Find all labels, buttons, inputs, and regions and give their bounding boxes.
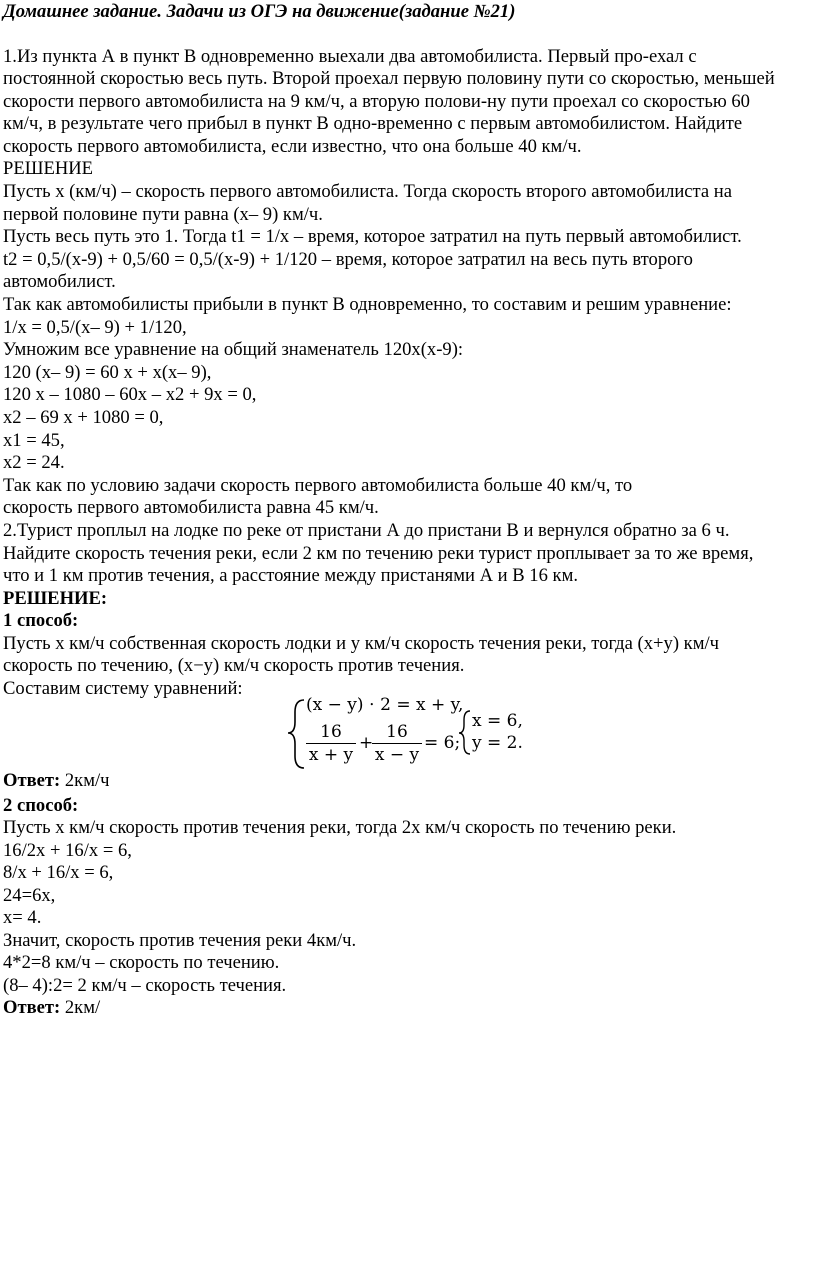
- text-line: Пусть x км/ч скорость против течения реки, тогда 2x км/ч скорость по течению реки.: [3, 817, 677, 838]
- answer-label: Ответ:: [3, 770, 61, 791]
- fraction-1: [306, 721, 356, 766]
- system-equation-2-rhs: = 6;: [424, 733, 461, 753]
- fraction-2: [372, 721, 422, 766]
- text-line: 1.Из пункта А в пункт В одновременно выехали два автомобилиста. Первый про-ехал с: [3, 46, 697, 67]
- method1-heading: 1 способ:: [3, 610, 79, 631]
- equation-line: 16/2x + 16/x = 6,: [3, 840, 132, 861]
- text-line: (8– 4):2= 2 км/ч – скорость течения.: [3, 975, 287, 996]
- answer-value: 2км/: [60, 997, 101, 1018]
- equation-line: x2 – 69 x + 1080 = 0,: [3, 407, 164, 428]
- equation-line: x= 4.: [3, 907, 42, 928]
- answer-label: Ответ:: [3, 997, 61, 1018]
- text-line: автомобилист.: [3, 271, 116, 292]
- text-line: что и 1 км против течения, а расстояние между пристанями А и В 16 км.: [3, 565, 578, 586]
- solution-y: y = 2.: [472, 733, 523, 753]
- text-line: Так как по условию задачи скорость первого автомобилиста больше 40 км/ч, то: [3, 475, 633, 496]
- text-line: 4*2=8 км/ч – скорость по течению.: [3, 952, 280, 973]
- system-equation-1: (x − y) ⋅ 2 = x + y,: [306, 695, 464, 715]
- plus-sign: +: [359, 733, 374, 753]
- equation-line: 120 (x– 9) = 60 x + x(x– 9),: [3, 362, 212, 383]
- text-line: первой половине пути равна (x– 9) км/ч.: [3, 204, 323, 225]
- fraction-1-denominator: x + y: [308, 745, 354, 765]
- equation-line: x2 = 24.: [3, 452, 65, 473]
- text-line: t2 = 0,5/(x-9) + 0,5/60 = 0,5/(x-9) + 1/120 – время, которое затратил на весь путь второго: [3, 249, 693, 270]
- text-line: Пусть x (км/ч) – скорость первого автомобилиста. Тогда скорость второго автомобилиста на: [3, 181, 733, 202]
- text-line: Пусть x км/ч собственная скорость лодки и y км/ч скорость течения реки, тогда (x+y) км/ч: [3, 633, 719, 654]
- equation-line: 1/x = 0,5/(x– 9) + 1/120,: [3, 317, 187, 338]
- fraction-2-numerator: 16: [386, 722, 408, 742]
- text-line: Умножим все уравнение на общий знаменатель 120x(x-9):: [3, 339, 464, 360]
- text-line: 2.Турист проплыл на лодке по реке от пристани А до пристани В и вернулся обратно за 6 ч.: [3, 520, 730, 541]
- text-line: Пусть весь путь это 1. Тогда t1 = 1/x – время, которое затратил на путь первый автомобилист.: [3, 226, 742, 247]
- equation-line: 24=6x,: [3, 885, 56, 906]
- fraction-1-numerator: 16: [320, 722, 342, 742]
- text-line: Составим систему уравнений:: [3, 678, 243, 699]
- fraction-2-denominator: x − y: [374, 745, 420, 765]
- text-line: Так как автомобилисты прибыли в пункт В одновременно, то составим и решим уравнение:: [3, 294, 732, 315]
- text-line: км/ч, в результате чего прибыл в пункт В одно-временно с первым автомобилистом. Найдите: [3, 113, 743, 134]
- text-line: Найдите скорость течения реки, если 2 км по течению реки турист проплывает за то же время,: [3, 543, 754, 564]
- text-line: скорости первого автомобилиста на 9 км/ч, а вторую полови-ну пути проехал со скоростью 60: [3, 91, 750, 112]
- equation-line: 120 x – 1080 – 60x – x2 + 9x = 0,: [3, 384, 257, 405]
- method2-heading: 2 способ:: [3, 795, 79, 816]
- answer-2: [3, 997, 100, 1019]
- text-line: постоянной скоростью весь путь. Второй проехал первую половину пути со скоростью, меньшей: [3, 68, 775, 89]
- solution-x: x = 6,: [472, 711, 523, 731]
- answer-value: 2км/ч: [60, 770, 110, 791]
- equation-line: x1 = 45,: [3, 430, 65, 451]
- text-line: скорость первого автомобилиста равна 45 км/ч.: [3, 497, 379, 518]
- answer-1: [3, 770, 109, 792]
- equation-line: 8/x + 16/x = 6,: [3, 862, 114, 883]
- page-title: Домашнее задание. Задачи из ОГЭ на движение(задание №21): [3, 1, 516, 22]
- text-line: скорость по течению, (x−y) км/ч скорость против течения.: [3, 655, 465, 676]
- text-line: Значит, скорость против течения реки 4км/ч.: [3, 930, 357, 951]
- text-line: скорость первого автомобилиста, если известно, что она больше 40 км/ч.: [3, 136, 582, 157]
- solution2-heading: РЕШЕНИЕ:: [3, 588, 108, 609]
- solution-heading: РЕШЕНИЕ: [3, 158, 94, 179]
